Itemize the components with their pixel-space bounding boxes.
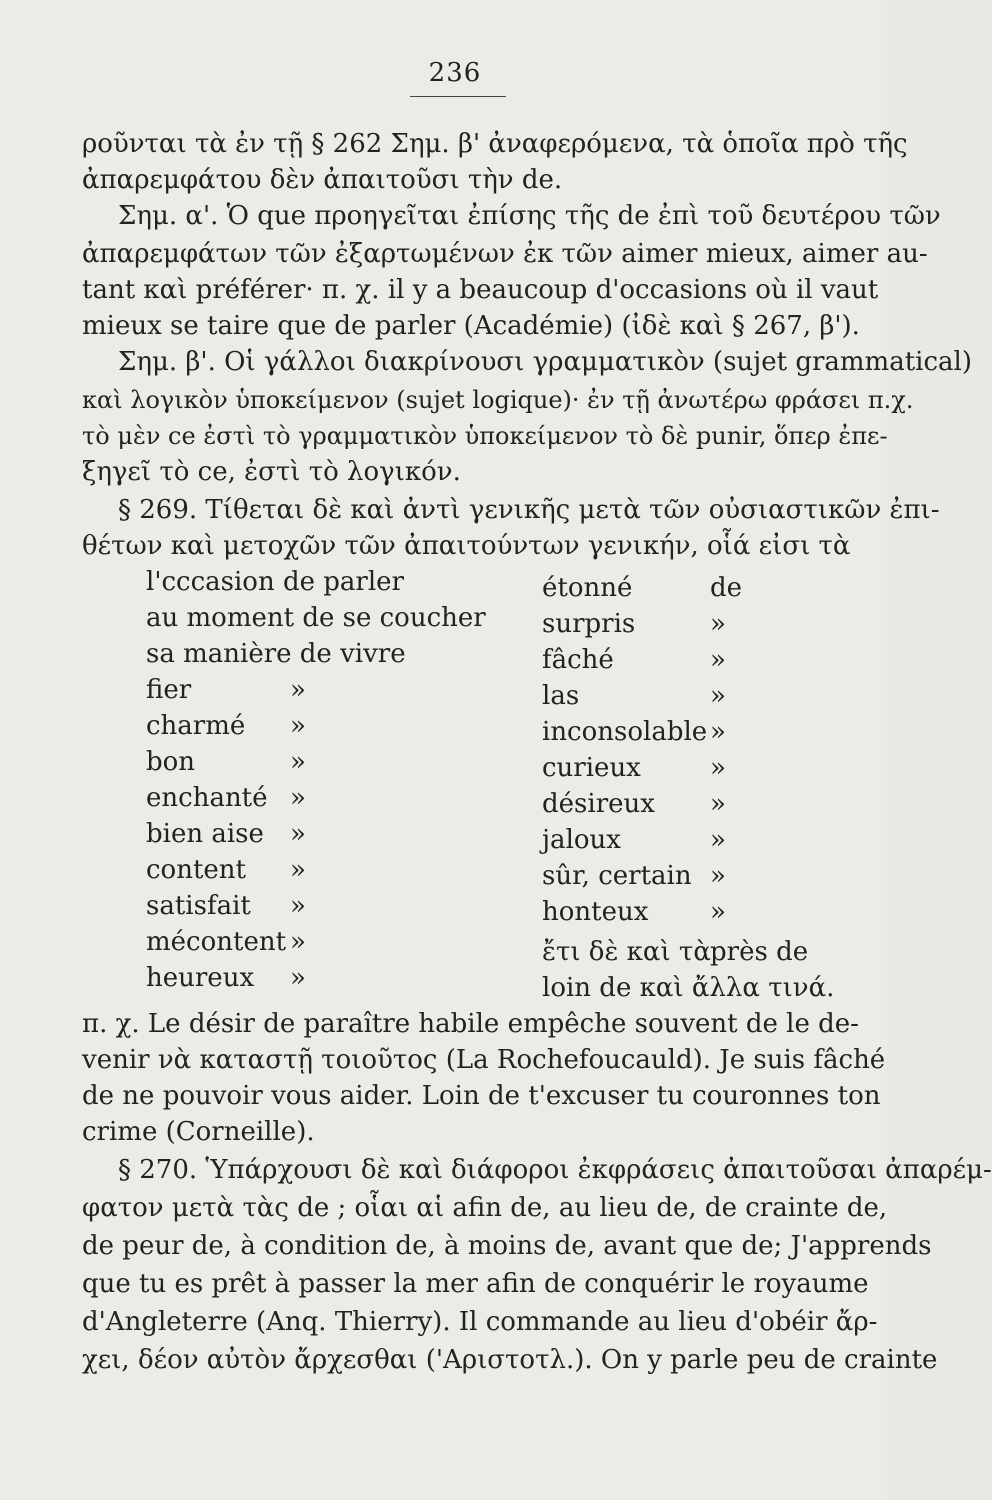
ditto-mark: » [710, 861, 726, 891]
list-word: désireux [542, 789, 655, 819]
text-line: ἀπαρεμφάτου δὲν ἀπαιτοῦσι τὴν de. [82, 165, 563, 195]
text-line: χει, δέον αὐτὸν ἄρχεσθαι ('Αριστοτλ.). On y parle peu de crainte [82, 1345, 938, 1375]
list-word: au moment de se coucher [146, 603, 486, 633]
text-line: venir νὰ καταστῇ τοιοῦτος (La Rochefoucauld). Je suis fâché [82, 1045, 886, 1075]
list-word: ἔτι δὲ καὶ τὰ [542, 937, 711, 967]
ditto-mark: » [710, 609, 726, 639]
list-word: heureux [146, 963, 255, 993]
list-word: enchanté [146, 783, 268, 813]
list-word: mécontent [146, 927, 287, 957]
example-line: π. χ. Le désir de paraître habile empêche souvent de le de- [82, 1009, 859, 1039]
ditto-mark: près de [710, 937, 809, 967]
ditto-mark: » [710, 681, 726, 711]
page-number: 236 [428, 58, 482, 88]
text-line: de peur de, à condition de, à moins de, avant que de; J'apprends [82, 1231, 932, 1261]
ditto-mark: » [710, 897, 726, 927]
text-line: ἀπαρεμφάτων τῶν ἐξαρτωμένων ἐκ τῶν aimer mieux, aimer au- [82, 239, 928, 269]
ditto-mark: » [290, 675, 306, 705]
ditto-mark: » [290, 855, 306, 885]
ditto-mark: » [290, 891, 306, 921]
note-beta-line: Σημ. β'. Οἱ γάλλοι διακρίνουσι γραμματικὸν (sujet grammatical) [118, 347, 972, 377]
list-word: bien aise [146, 819, 264, 849]
list-word: bon [146, 747, 196, 777]
ditto-mark: » [290, 711, 306, 741]
list-word: inconsolable [542, 717, 708, 747]
list-word: satisfait [146, 891, 251, 921]
text-line: que tu es prêt à passer la mer afin de conquérir le royaume [82, 1269, 869, 1299]
text-line: de ne pouvoir vous aider. Loin de t'excuser tu couronnes ton [82, 1081, 881, 1111]
list-word: content [146, 855, 246, 885]
ditto-mark: » [710, 789, 726, 819]
section-269-line: § 269. Τίθεται δὲ καὶ ἀντὶ γενικῆς μετὰ τῶν οὐσιαστικῶν ἐπι- [118, 495, 940, 525]
text-line: tant καὶ préférer· π. χ. il y a beaucoup d'occasions où il vaut [82, 275, 879, 305]
text-line: ροῦνται τὰ ἐν τῇ § 262 Σημ. β' ἀναφερόμενα, τὰ ὁποῖα πρὸ τῆς [82, 129, 908, 159]
list-word: jaloux [542, 825, 621, 855]
ditto-mark: » [710, 753, 726, 783]
ditto-mark: » [290, 747, 306, 777]
list-word: l'cccasion de parler [146, 567, 404, 597]
ditto-mark: » [290, 783, 306, 813]
text-line: mieux se taire que de parler (Académie) (ἰδὲ καὶ § 267, β'). [82, 311, 860, 341]
text-line: τὸ μὲν ce ἐστὶ τὸ γραμματικὸν ὑποκείμενον τὸ δὲ punir, ὅπερ ἐπε- [82, 422, 888, 450]
ditto-mark: » [290, 963, 306, 993]
list-word: curieux [542, 753, 641, 783]
list-word: fier [146, 675, 192, 705]
list-word: loin de καὶ ἄλλα τινά. [542, 973, 835, 1003]
list-word: surpris [542, 609, 636, 639]
note-alpha-line: Σημ. α'. Ὁ que προηγεῖται ἐπίσης τῆς de ἐπὶ τοῦ δευτέρου τῶν [118, 201, 941, 231]
ditto-mark: » [710, 645, 726, 675]
list-word: sa manière de vivre [146, 639, 406, 669]
text-line: καὶ λογικὸν ὑποκείμενον (sujet logique)· ἐν τῇ ἀνωτέρω φράσει π.χ. [82, 386, 914, 414]
page-number-rule [410, 96, 506, 97]
text-line: ξηγεῖ τὸ ce, ἐστὶ τὸ λογικόν. [82, 457, 461, 487]
list-word: sûr, certain [542, 861, 692, 891]
ditto-mark: » [710, 717, 726, 747]
list-word: charmé [146, 711, 246, 741]
list-word: las [542, 681, 580, 711]
text-line: crime (Corneille). [82, 1117, 315, 1147]
ditto-mark: de [710, 573, 743, 603]
ditto-mark: » [290, 819, 306, 849]
section-270-line: § 270. Ὑπάρχουσι δὲ καὶ διάφοροι ἐκφράσεις ἀπαιτοῦσαι ἀπαρέμ- [118, 1155, 992, 1185]
list-word: étonné [542, 573, 633, 603]
text-line: θέτων καὶ μετοχῶν τῶν ἀπαιτούντων γενικήν, οἷά εἰσι τὰ [82, 531, 851, 561]
ditto-mark: » [710, 825, 726, 855]
text-line: d'Angleterre (Anq. Thierry). Il commande au lieu d'obéir ἄρ- [82, 1307, 878, 1337]
text-line: φατον μετὰ τὰς de ; οἷαι αἱ afin de, au lieu de, de crainte de, [82, 1193, 888, 1223]
list-word: honteux [542, 897, 649, 927]
ditto-mark: » [290, 927, 306, 957]
list-word: fâché [542, 645, 614, 675]
